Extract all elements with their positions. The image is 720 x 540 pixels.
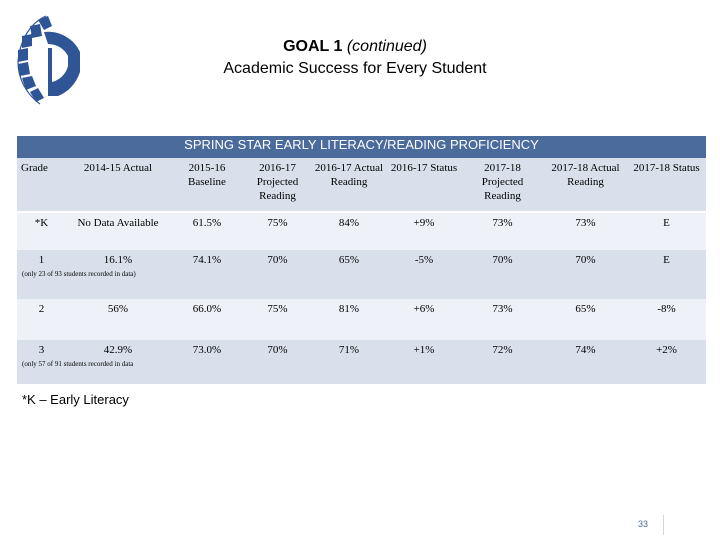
cell-note: (only 57 of 91 students recorded in data xyxy=(22,360,134,368)
cell-2014-15-actual xyxy=(66,212,170,250)
cell-2016-17-status: +6% xyxy=(387,299,461,340)
cell-grade: 1 xyxy=(17,250,66,299)
col-header-2014-15-actual: 2014-15 Actual xyxy=(66,158,170,212)
page-number: 33 xyxy=(623,515,664,535)
cell-note: (only 23 of 93 students recorded in data) xyxy=(22,270,136,278)
col-header-grade: Grade xyxy=(17,158,66,212)
cell-2016-17-actual: 65% xyxy=(311,250,387,299)
cell-2014-15-actual xyxy=(66,299,170,340)
cell-2017-18-status: E xyxy=(627,250,706,299)
title-line1: GOAL 1 xyxy=(283,38,343,55)
cell-2016-17-status: -5% xyxy=(387,250,461,299)
cell-value: 56% xyxy=(107,303,129,315)
title-line2: Academic Success for Every Student xyxy=(223,60,487,77)
cell-grade: 3 xyxy=(17,340,66,384)
cell-2016-17-actual: 71% xyxy=(311,340,387,384)
table-row xyxy=(17,340,706,384)
table-row xyxy=(17,299,706,340)
cell-baseline: 73.0% xyxy=(170,340,244,384)
cell-2016-17-actual: 84% xyxy=(311,212,387,250)
cell-2016-17-status: +9% xyxy=(387,212,461,250)
cell-2017-18-projected: 70% xyxy=(461,250,544,299)
cell-value: No Data Available xyxy=(77,217,159,229)
table-header-row xyxy=(17,158,706,212)
col-header-2017-18-projected: 2017-18 Projected Reading xyxy=(461,158,544,212)
cell-baseline: 61.5% xyxy=(170,212,244,250)
col-header-2016-17-projected: 2016-17 Projected Reading xyxy=(244,158,311,212)
cell-2017-18-status: -8% xyxy=(627,299,706,340)
col-header-2015-16-baseline: 2015-16 Baseline xyxy=(170,158,244,212)
cell-2016-17-projected: 75% xyxy=(244,212,311,250)
cell-2014-15-actual xyxy=(22,340,170,384)
title-line1-italic: (continued) xyxy=(346,38,427,55)
slide-title xyxy=(150,36,560,80)
cell-2016-17-projected: 70% xyxy=(244,250,311,299)
table-row xyxy=(17,250,706,299)
cell-2017-18-actual: 74% xyxy=(544,340,627,384)
cell-2017-18-actual: 73% xyxy=(544,212,627,250)
cell-2017-18-projected: 73% xyxy=(461,299,544,340)
col-header-2017-18-status: 2017-18 Status xyxy=(627,158,706,212)
cell-baseline: 66.0% xyxy=(170,299,244,340)
cell-2017-18-actual: 70% xyxy=(544,250,627,299)
cell-2017-18-status: E xyxy=(627,212,706,250)
col-header-2016-17-status: 2016-17 Status xyxy=(387,158,461,212)
table-row xyxy=(17,212,706,250)
cell-2016-17-projected: 75% xyxy=(244,299,311,340)
cell-value: 16.1% xyxy=(103,254,133,266)
col-header-2017-18-actual: 2017-18 Actual Reading xyxy=(544,158,627,212)
cell-2017-18-projected: 72% xyxy=(461,340,544,384)
cell-2016-17-projected: 70% xyxy=(244,340,311,384)
cell-value: 42.9% xyxy=(103,344,133,356)
cell-2017-18-projected: 73% xyxy=(461,212,544,250)
cell-2016-17-actual: 81% xyxy=(311,299,387,340)
col-header-2016-17-actual: 2016-17 Actual Reading xyxy=(311,158,387,212)
footnote: *K – Early Literacy xyxy=(22,392,129,407)
cell-grade: 2 xyxy=(17,299,66,340)
cell-2016-17-status: +1% xyxy=(387,340,461,384)
cell-baseline: 74.1% xyxy=(170,250,244,299)
cell-2014-15-actual xyxy=(22,250,170,299)
cell-2017-18-status: +2% xyxy=(627,340,706,384)
cell-grade: *K xyxy=(17,212,66,250)
spartan-helmet-logo xyxy=(8,12,94,108)
table-banner: SPRING STAR EARLY LITERACY/READING PROFICIENCY xyxy=(17,136,706,158)
proficiency-table xyxy=(17,158,706,384)
cell-2017-18-actual: 65% xyxy=(544,299,627,340)
